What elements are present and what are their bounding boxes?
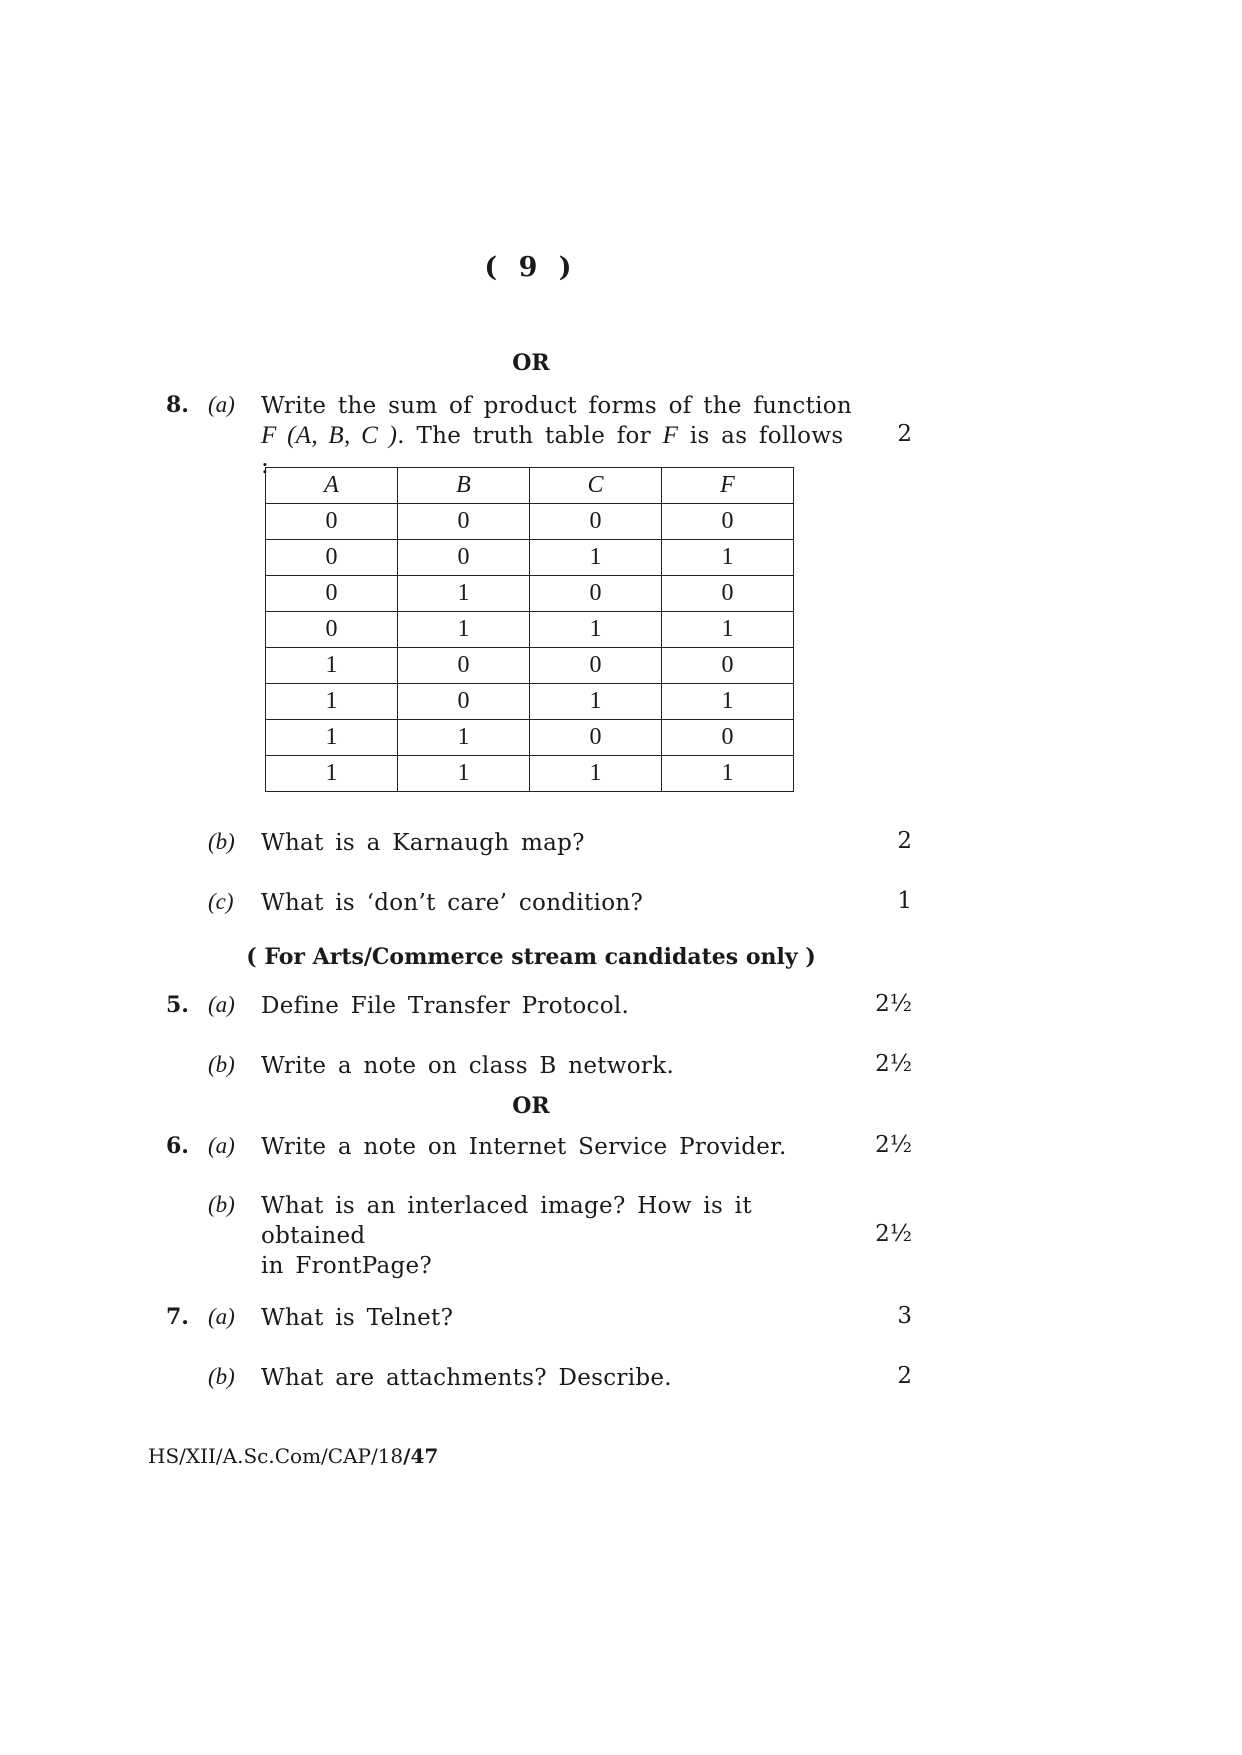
truth-table-row — [266, 720, 794, 756]
truth-table-row — [266, 648, 794, 684]
truth-table-row — [266, 612, 794, 648]
truth-table-row — [266, 756, 794, 792]
truth-table-header: B — [398, 468, 530, 504]
truth-table-cell: 0 — [398, 684, 530, 720]
truth-table-header: A — [266, 468, 398, 504]
truth-table-cell: 1 — [266, 756, 398, 792]
truth-table-cell: 1 — [530, 612, 662, 648]
truth-table-cell: 0 — [530, 504, 662, 540]
truth-table-header-row — [266, 468, 794, 504]
question-number-7: 7. — [166, 1304, 189, 1330]
truth-table — [265, 467, 794, 792]
truth-table-cell: 1 — [662, 540, 794, 576]
truth-table-cell: 1 — [530, 756, 662, 792]
question-number-8: 8. — [166, 392, 189, 418]
question-number-5: 5. — [166, 992, 189, 1018]
truth-table-cell: 1 — [398, 720, 530, 756]
marks-6a: 2½ — [875, 1132, 912, 1158]
page-count: /47 — [403, 1444, 439, 1468]
truth-table-cell: 0 — [266, 576, 398, 612]
truth-table-cell: 0 — [662, 720, 794, 756]
truth-table-cell: 1 — [398, 576, 530, 612]
part-label-6a: (a) — [208, 1133, 235, 1158]
marks-7a: 3 — [897, 1303, 912, 1329]
part-label-7a: (a) — [208, 1304, 235, 1329]
question-8c-text: What is ‘don’t care’ condition? — [261, 890, 644, 916]
truth-table-cell: 0 — [530, 720, 662, 756]
truth-table-row — [266, 540, 794, 576]
truth-table-cell: 0 — [530, 648, 662, 684]
or-divider: OR — [512, 350, 550, 376]
question-6b-line2: in FrontPage? — [261, 1253, 433, 1279]
question-6b-line1: What is an interlaced image? How is it obtained — [261, 1193, 752, 1249]
question-5b-text: Write a note on class B network. — [261, 1053, 675, 1079]
question-6a-text: Write a note on Internet Service Provider. — [261, 1134, 787, 1160]
truth-table-row — [266, 504, 794, 540]
paper-code: HS/XII/A.Sc.Com/CAP/18 — [148, 1444, 404, 1468]
or-divider: OR — [512, 1093, 550, 1119]
truth-table-cell: 0 — [530, 576, 662, 612]
marks-8c: 1 — [897, 888, 912, 914]
truth-table-cell: 0 — [266, 612, 398, 648]
question-8b-text: What is a Karnaugh map? — [261, 830, 585, 856]
part-label-8b: (b) — [208, 829, 235, 854]
truth-table-cell: 1 — [662, 684, 794, 720]
truth-table-cell: 1 — [662, 756, 794, 792]
truth-table-header: F — [662, 468, 794, 504]
truth-table-cell: 0 — [266, 504, 398, 540]
part-label-5a: (a) — [208, 992, 235, 1017]
paper-code-footer — [148, 1444, 438, 1468]
truth-table-cell: 1 — [266, 648, 398, 684]
function-variable: F — [662, 422, 679, 449]
part-label-7b: (b) — [208, 1364, 235, 1389]
part-label-6b: (b) — [208, 1192, 235, 1217]
truth-table-cell: 1 — [530, 540, 662, 576]
question-8a-line2: F (A, B, C ). The truth table for F is as follows : — [261, 422, 844, 479]
truth-table-cell: 1 — [530, 684, 662, 720]
truth-table-row — [266, 684, 794, 720]
question-6b-text — [261, 1191, 861, 1281]
marks-8b: 2 — [897, 828, 912, 854]
truth-table-cell: 0 — [398, 540, 530, 576]
truth-table-cell: 0 — [662, 648, 794, 684]
page-number: ( 9 ) — [484, 252, 578, 283]
marks-8a: 2 — [897, 421, 912, 447]
part-label-8c: (c) — [208, 889, 234, 914]
marks-7b: 2 — [897, 1363, 912, 1389]
marks-5a: 2½ — [875, 991, 912, 1017]
question-7b-text: What are attachments? Describe. — [261, 1365, 672, 1391]
truth-table-cell: 1 — [266, 684, 398, 720]
part-label-5b: (b) — [208, 1052, 235, 1077]
question-number-6: 6. — [166, 1133, 189, 1159]
section-heading: ( For Arts/Commerce stream candidates only ) — [246, 944, 816, 970]
question-8a-line1: Write the sum of product forms of the function — [261, 393, 853, 419]
truth-table-cell: 0 — [266, 540, 398, 576]
marks-6b: 2½ — [875, 1221, 912, 1247]
question-7a-text: What is Telnet? — [261, 1305, 454, 1331]
truth-table-header: C — [530, 468, 662, 504]
truth-table-cell: 0 — [662, 576, 794, 612]
truth-table-cell: 0 — [398, 504, 530, 540]
truth-table-cell: 1 — [398, 612, 530, 648]
truth-table-cell: 1 — [398, 756, 530, 792]
function-notation: F (A, B, C ) — [261, 422, 398, 449]
truth-table-cell: 1 — [662, 612, 794, 648]
truth-table-cell: 0 — [398, 648, 530, 684]
question-5a-text: Define File Transfer Protocol. — [261, 993, 630, 1019]
part-label-8a: (a) — [208, 392, 235, 417]
truth-table-cell: 1 — [266, 720, 398, 756]
marks-5b: 2½ — [875, 1051, 912, 1077]
truth-table-cell: 0 — [662, 504, 794, 540]
truth-table-row — [266, 576, 794, 612]
